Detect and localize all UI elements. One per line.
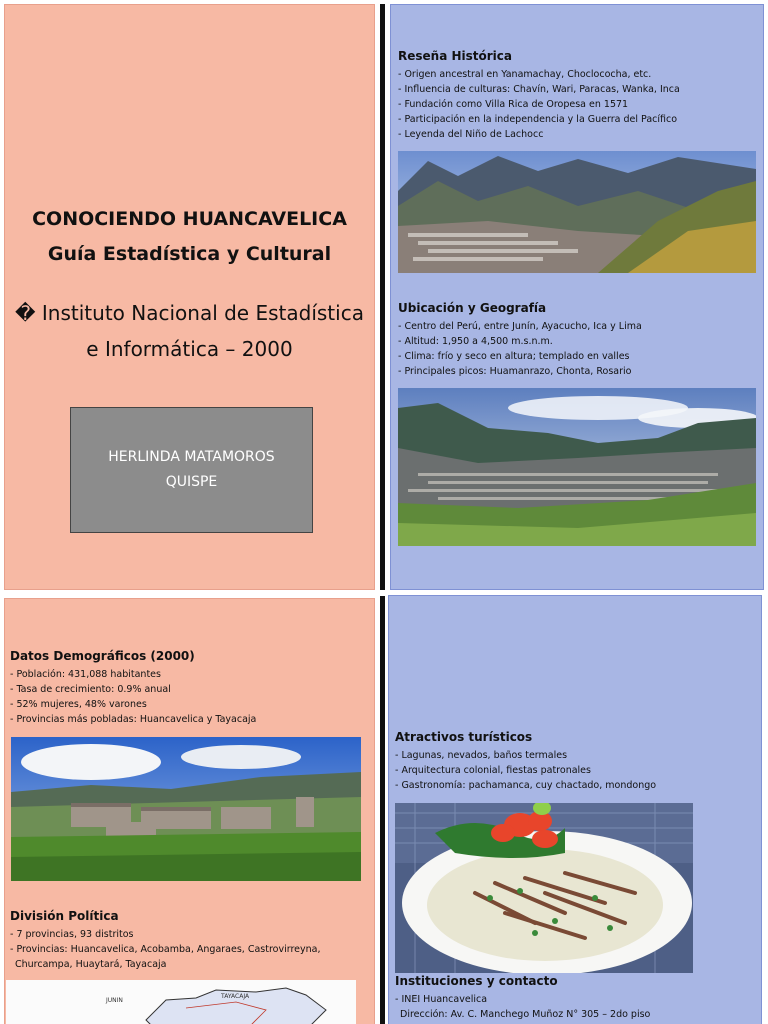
list-item: - Altitud: 1,950 a 4,500 m.s.n.m. (398, 336, 553, 347)
list-item: - Participación en la independencia y la Guerra del Pacífico (398, 114, 678, 125)
list-item: - 7 provincias, 93 distritos (10, 929, 134, 940)
instituciones-title: Instituciones y contacto (395, 974, 558, 988)
division-list (10, 927, 321, 972)
provinces-map (6, 980, 356, 1024)
list-item: - Gastronomía: pachamanca, cuy chactado, mondongo (395, 780, 657, 791)
cover-page (4, 4, 375, 590)
tourism-page (388, 595, 762, 1024)
list-item: - Provincias más pobladas: Huancavelica y Tayacaja (10, 714, 257, 725)
division-title: División Política (10, 909, 119, 923)
list-item: - Población: 431,088 habitantes (10, 669, 161, 680)
geografia-title: Ubicación y Geografía (398, 301, 547, 315)
cover-organization-line2: e Informática – 2000 (86, 337, 293, 361)
cover-organization: � Instituto Nacional de Estadística (15, 301, 364, 325)
list-item: - Centro del Perú, entre Junín, Ayacucho, Ica y Lima (398, 321, 642, 332)
demografia-list (10, 667, 256, 727)
atractivos-list (395, 748, 656, 793)
instituciones-list (395, 992, 650, 1022)
page-divider (380, 596, 385, 1024)
list-item: - Origen ancestral en Yanamachay, Choclococha, etc. (398, 69, 652, 80)
author-box (70, 407, 313, 533)
list-item: - Arquitectura colonial, fiestas patronales (395, 765, 591, 776)
list-item: - Principales picos: Huamanrazo, Chonta, Rosario (398, 366, 632, 377)
author-name-line1: HERLINDA MATAMOROS (108, 449, 275, 465)
village-photo (11, 737, 361, 881)
list-item: - Provincias: Huancavelica, Acobamba, Angaraes, Castrovirreyna, (10, 944, 321, 955)
list-item: - Influencia de culturas: Chavín, Wari, Paracas, Wanka, Inca (398, 84, 680, 95)
author-name-line2: QUISPE (165, 474, 218, 490)
historia-list (398, 67, 680, 142)
map-label: TAYACAJA (221, 993, 250, 1000)
list-item: Dirección: Av. C. Manchego Muñoz N° 305 – 2do piso (400, 1009, 651, 1020)
list-item: - 52% mujeres, 48% varones (10, 699, 147, 710)
list-item: - Leyenda del Niño de Lachocc (398, 129, 544, 140)
list-item: Churcampa, Huaytará, Tayacaja (15, 959, 167, 970)
panoramic-city-photo (398, 388, 756, 546)
list-item: - Lagunas, nevados, baños termales (395, 750, 568, 761)
list-item: - Clima: frío y seco en altura; templado en valles (398, 351, 630, 362)
list-item: - Fundación como Villa Rica de Oropesa en 1571 (398, 99, 629, 110)
list-item: - INEI Huancavelica (395, 994, 488, 1005)
historia-title: Reseña Histórica (398, 49, 512, 63)
demografia-title: Datos Demográficos (2000) (10, 649, 195, 663)
demographics-page (4, 598, 375, 1024)
geografia-list (398, 319, 642, 379)
city-valley-photo (398, 151, 756, 273)
food-dish-photo (395, 803, 693, 973)
map-label: JUNIN (106, 997, 123, 1004)
cover-subtitle: Guía Estadística y Cultural (47, 243, 332, 265)
history-geography-page (390, 4, 764, 590)
atractivos-title: Atractivos turísticos (395, 730, 533, 744)
list-item: - Tasa de crecimiento: 0.9% anual (10, 684, 171, 695)
cover-title: CONOCIENDO HUANCAVELICA (32, 208, 347, 230)
page-divider (380, 4, 385, 590)
